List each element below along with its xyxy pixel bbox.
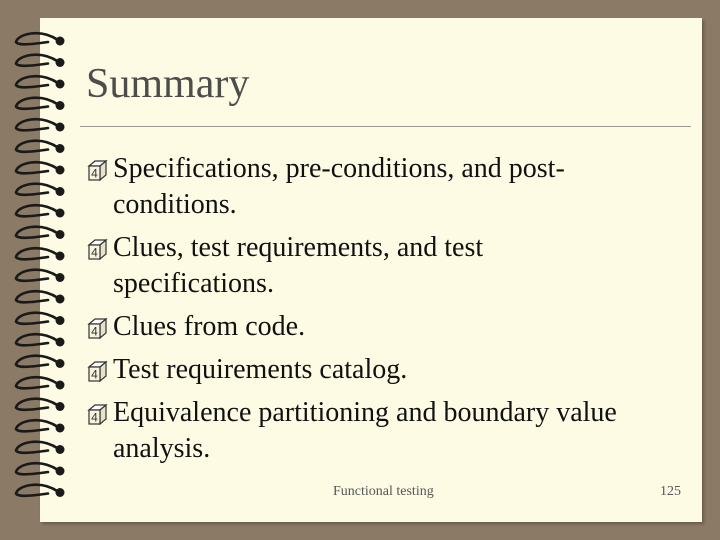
- svg-text:4: 4: [91, 245, 98, 260]
- binding-ring: [16, 227, 65, 239]
- binding-ring: [16, 270, 65, 282]
- footer-text: Functional testing: [333, 484, 434, 499]
- title-divider: [80, 126, 691, 127]
- binding-ring: [16, 76, 65, 88]
- binding-ring: [16, 248, 65, 260]
- box-4-icon: [86, 158, 108, 182]
- binding-ring: [16, 162, 65, 174]
- box-4-icon: [86, 402, 108, 426]
- binding-ring: [16, 33, 65, 45]
- bullet-text: Clues, test requirements, and test specifications.: [113, 232, 484, 299]
- binding-ring: [16, 442, 65, 454]
- bullet-text: Test requirements catalog.: [113, 354, 408, 385]
- bullet-item: [86, 395, 646, 467]
- binding-ring: [16, 98, 65, 110]
- bullet-item: [86, 352, 646, 388]
- binding-ring: [16, 141, 65, 153]
- bullet-item: [86, 309, 646, 345]
- svg-text:4: 4: [91, 367, 98, 382]
- binding-ring: [16, 313, 65, 325]
- slide-title: Summary: [86, 61, 250, 107]
- box-4-icon: [86, 237, 108, 261]
- svg-text:4: 4: [91, 324, 98, 339]
- bullet-list: [86, 151, 646, 474]
- page-number: 125: [660, 484, 681, 499]
- spiral-binding-icon: [0, 18, 80, 522]
- binding-ring: [16, 463, 65, 475]
- bullet-text: Equivalence partitioning and boundary value analysis.: [113, 397, 617, 464]
- svg-text:4: 4: [91, 410, 98, 425]
- binding-ring: [16, 485, 65, 497]
- box-4-icon: [86, 359, 108, 383]
- binding-ring: [16, 55, 65, 67]
- box-4-icon: [86, 316, 108, 340]
- binding-ring: [16, 184, 65, 196]
- binding-ring: [16, 291, 65, 303]
- binding-ring: [16, 205, 65, 217]
- binding-ring: [16, 356, 65, 368]
- binding-ring: [16, 420, 65, 432]
- bullet-text: Specifications, pre-conditions, and post-conditions.: [113, 153, 565, 220]
- bullet-item: [86, 230, 646, 302]
- svg-text:4: 4: [91, 166, 98, 181]
- bullet-text: Clues from code.: [113, 311, 306, 342]
- binding-ring: [16, 399, 65, 411]
- binding-ring: [16, 119, 65, 131]
- bullet-item: [86, 151, 646, 223]
- binding-ring: [16, 334, 65, 346]
- binding-ring: [16, 377, 65, 389]
